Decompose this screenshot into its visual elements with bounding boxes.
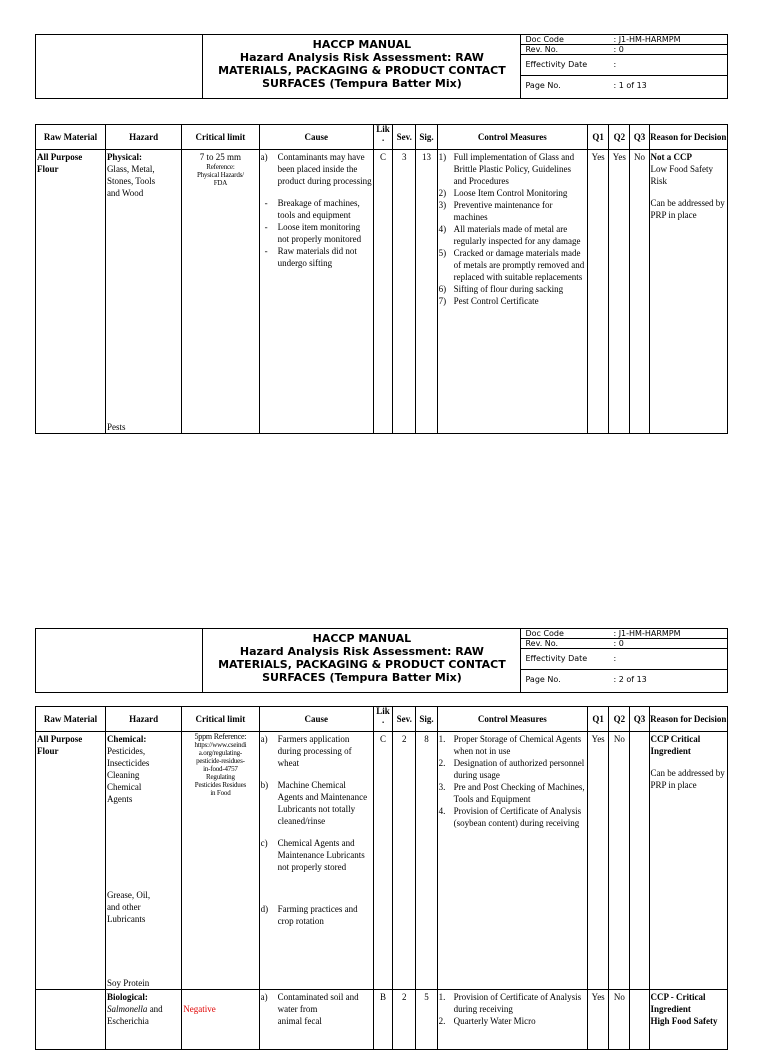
hazard-table — [35, 706, 728, 1050]
critical-limit-cell: 7 to 25 mm Reference: Physical Hazards/ FDA — [182, 150, 259, 434]
doc-code-value: : J1-HM-HARMPM — [609, 629, 727, 639]
col-significance: Sig. — [416, 125, 437, 150]
q1-cell: Yes — [588, 732, 609, 990]
doc-code-value: : J1-HM-HARMPM — [609, 35, 727, 45]
likelihood-cell: C — [374, 732, 393, 990]
page-label: Page No. — [525, 81, 561, 90]
effectivity-value: : — [609, 55, 727, 76]
table-header-row — [36, 125, 728, 150]
col-reason: Reason for Decision — [649, 707, 728, 732]
likelihood-cell: B — [374, 990, 393, 1050]
page-value: : 2 of 13 — [613, 675, 647, 684]
col-q2: Q2 — [609, 125, 630, 150]
doc-code-label: Doc Code — [521, 35, 609, 45]
significance-cell: 13 — [416, 150, 437, 434]
effectivity-label: Effectivity Date — [521, 55, 609, 76]
critical-limit-cell: Negative — [182, 990, 259, 1050]
document-meta — [521, 629, 728, 693]
control-measures-cell: 1) Full implementation of Glass and Brittle Plastic Policy, Guidelines and Procedures 2) Loose Item Control Monitoring 3) Preventive maintenance for machines 4) All materials made of metal are regularly inspected for any damage 5) Cracked or damage materials made of metals are promptly removed and replaced with suitable replacements 6) Sifting of flour during sacking 7) Pest Control Certificate — [437, 150, 587, 434]
severity-cell: 2 — [393, 990, 416, 1050]
control-measures-cell: 1. Provision of Certificate of Analysis during receiving 2. Quarterly Water Micro — [437, 990, 587, 1050]
col-significance: Sig. — [416, 707, 437, 732]
rev-value: : 0 — [609, 639, 727, 649]
col-severity: Sev. — [393, 125, 416, 150]
table-row — [36, 990, 728, 1050]
reason-cell: CCP - Critical Ingredient High Food Safety — [649, 990, 728, 1050]
q2-cell: No — [609, 732, 630, 990]
q2-cell: Yes — [609, 150, 630, 434]
col-q3: Q3 — [630, 707, 649, 732]
hazard-cell: Biological: Salmonella and Escherichia — [105, 990, 181, 1050]
doc-code-label: Doc Code — [521, 629, 609, 639]
q1-cell: Yes — [588, 150, 609, 434]
q2-cell: No — [609, 990, 630, 1050]
manual-title: HACCP MANUAL — [312, 38, 412, 51]
severity-cell: 2 — [393, 732, 416, 990]
hazard-table — [35, 124, 728, 434]
table-row — [36, 732, 728, 990]
table-header-row — [36, 707, 728, 732]
significance-cell: 5 — [416, 990, 437, 1050]
cause-cell: a) Contaminants may have been placed inside the product during processing - Breakage of machines, tools and equipment - Loose item monitoring not properly monitored - Raw materials did not undergo sifting — [259, 150, 373, 434]
col-q2: Q2 — [609, 707, 630, 732]
page-value: : 1 of 13 — [613, 81, 647, 90]
effectivity-value: : — [609, 649, 727, 670]
col-cause: Cause — [259, 125, 373, 150]
col-likelihood: Lik . — [374, 707, 393, 732]
effectivity-label: Effectivity Date — [521, 649, 609, 670]
likelihood-cell: C — [374, 150, 393, 434]
col-hazard: Hazard — [105, 125, 181, 150]
raw-material-cell: All Purpose Flour — [36, 732, 106, 990]
q3-cell: No — [630, 150, 649, 434]
page-header — [35, 34, 728, 99]
logo-placeholder — [36, 35, 203, 99]
rev-label: Rev. No. — [521, 45, 609, 55]
col-critical-limit: Critical limit — [182, 125, 259, 150]
page-1 — [35, 34, 728, 434]
rev-value: : 0 — [609, 45, 727, 55]
title-line: Hazard Analysis Risk Assessment: RAW — [239, 51, 484, 64]
col-likelihood: Lik . — [374, 125, 393, 150]
col-control-measures: Control Measures — [437, 125, 587, 150]
hazard-soy: Soy Protein — [106, 978, 150, 988]
significance-cell: 8 — [416, 732, 437, 990]
col-cause: Cause — [259, 707, 373, 732]
hazard-cell: Chemical: Pesticides, Insecticides Cleaning Chemical Agents Grease, Oil, and other Lubricants Soy Protein — [105, 732, 181, 990]
col-q1: Q1 — [588, 125, 609, 150]
page-label: Page No. — [525, 675, 561, 684]
col-hazard: Hazard — [105, 707, 181, 732]
document-meta — [521, 35, 728, 99]
q3-cell — [630, 990, 649, 1050]
title-line: Hazard Analysis Risk Assessment: RAW — [239, 645, 484, 658]
cause-cell: a) Contaminated soil and water from animal fecal — [259, 990, 373, 1050]
hazard-cell: Physical: Glass, Metal, Stones, Tools and Wood Pests — [105, 150, 181, 434]
cause-cell: a) Farmers application during processing of wheat b) Machine Chemical Agents and Maintenance Lubricants not totally cleaned/rinse c) Chemical Agents and Maintenance Lubricants not properly stored d) Farming practices and crop rotation — [259, 732, 373, 990]
document-title — [203, 629, 521, 693]
q3-cell — [630, 732, 649, 990]
title-line: SURFACES (Tempura Batter Mix) — [262, 671, 462, 684]
page-2 — [35, 628, 728, 1050]
col-reason: Reason for Decision — [649, 125, 728, 150]
col-q3: Q3 — [630, 125, 649, 150]
col-raw-material: Raw Material — [36, 125, 106, 150]
critical-limit-cell: 5ppm Reference: https://www.cseindi a.org/regulating- pesticide-residues- in-food-4757 Regulating Pesticides Residues in Food — [182, 732, 259, 990]
raw-material-cell — [36, 990, 106, 1050]
title-line: MATERIALS, PACKAGING & PRODUCT CONTACT — [218, 658, 506, 671]
col-severity: Sev. — [393, 707, 416, 732]
raw-material-cell: All Purpose Flour — [36, 150, 106, 434]
title-line: SURFACES (Tempura Batter Mix) — [262, 77, 462, 90]
col-q1: Q1 — [588, 707, 609, 732]
col-critical-limit: Critical limit — [182, 707, 259, 732]
reason-cell: Not a CCP Low Food Safety Risk Can be addressed by PRP in place — [649, 150, 728, 434]
col-control-measures: Control Measures — [437, 707, 587, 732]
logo-placeholder — [36, 629, 203, 693]
control-measures-cell: 1. Proper Storage of Chemical Agents when not in use 2. Designation of authorized personnel during usage 3. Pre and Post Checking of Machines, Tools and Equipment 4. Provision of Certificate of Analysis (soybean content) during receiving — [437, 732, 587, 990]
col-raw-material: Raw Material — [36, 707, 106, 732]
page-header — [35, 628, 728, 693]
table-row — [36, 150, 728, 434]
q1-cell: Yes — [588, 990, 609, 1050]
reason-cell: CCP Critical Ingredient Can be addressed by PRP in place — [649, 732, 728, 990]
severity-cell: 3 — [393, 150, 416, 434]
document-title — [203, 35, 521, 99]
manual-title: HACCP MANUAL — [312, 632, 412, 645]
rev-label: Rev. No. — [521, 639, 609, 649]
title-line: MATERIALS, PACKAGING & PRODUCT CONTACT — [218, 64, 506, 77]
hazard-pests: Pests — [106, 422, 126, 432]
